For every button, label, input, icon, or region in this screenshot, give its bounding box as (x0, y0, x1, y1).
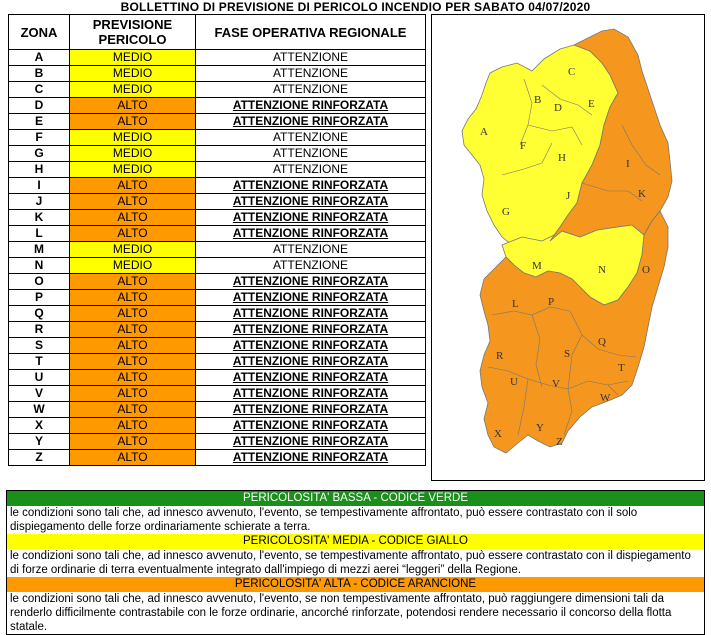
zone-row (9, 354, 426, 370)
header-fase-operativa: FASE OPERATIVA REGIONALE (196, 15, 426, 50)
danger-level: MEDIO (70, 130, 196, 146)
map-label-l: L (512, 298, 519, 310)
operational-phase: ATTENZIONE RINFORZATA (196, 210, 426, 226)
danger-level-legend (6, 490, 705, 635)
zone-row (9, 178, 426, 194)
sardinia-map-svg (432, 15, 704, 480)
danger-level: ALTO (70, 98, 196, 114)
operational-phase: ATTENZIONE (196, 242, 426, 258)
zone-letter: V (9, 386, 70, 402)
map-label-b: B (534, 94, 542, 106)
danger-level: ALTO (70, 210, 196, 226)
operational-phase: ATTENZIONE RINFORZATA (196, 194, 426, 210)
zone-letter: K (9, 210, 70, 226)
operational-phase: ATTENZIONE (196, 258, 426, 274)
zone-letter: A (9, 50, 70, 66)
danger-level: ALTO (70, 274, 196, 290)
zone-row (9, 226, 426, 242)
zone-row (9, 322, 426, 338)
zone-letter: U (9, 370, 70, 386)
operational-phase: ATTENZIONE RINFORZATA (196, 418, 426, 434)
danger-level: MEDIO (70, 146, 196, 162)
operational-phase: ATTENZIONE RINFORZATA (196, 274, 426, 290)
danger-level: ALTO (70, 194, 196, 210)
zone-row (9, 338, 426, 354)
zone-row (9, 50, 426, 66)
operational-phase: ATTENZIONE (196, 50, 426, 66)
legend-header-media: PERICOLOSITA' MEDIA - CODICE GIALLO (7, 534, 704, 549)
danger-level: ALTO (70, 418, 196, 434)
operational-phase: ATTENZIONE (196, 82, 426, 98)
map-label-u: U (510, 376, 518, 388)
zone-row (9, 450, 426, 466)
zone-row (9, 194, 426, 210)
zone-rows (9, 50, 426, 466)
operational-phase: ATTENZIONE RINFORZATA (196, 306, 426, 322)
map-label-h: H (558, 152, 566, 164)
map-label-m: M (532, 260, 542, 272)
operational-phase: ATTENZIONE RINFORZATA (196, 114, 426, 130)
operational-phase: ATTENZIONE RINFORZATA (196, 354, 426, 370)
operational-phase: ATTENZIONE RINFORZATA (196, 370, 426, 386)
zone-letter: E (9, 114, 70, 130)
danger-level: MEDIO (70, 242, 196, 258)
danger-level: ALTO (70, 322, 196, 338)
map-label-i: I (626, 158, 630, 170)
operational-phase: ATTENZIONE RINFORZATA (196, 450, 426, 466)
operational-phase: ATTENZIONE RINFORZATA (196, 338, 426, 354)
map-label-f: F (520, 140, 527, 152)
zone-letter: L (9, 226, 70, 242)
legend-header-bassa: PERICOLOSITA' BASSA - CODICE VERDE (7, 491, 704, 506)
zone-row (9, 418, 426, 434)
map-label-v: V (552, 378, 560, 390)
bulletin-title: BOLLETTINO DI PREVISIONE DI PERICOLO INCENDIO PER SABATO 04/07/2020 (120, 0, 591, 14)
danger-level: ALTO (70, 226, 196, 242)
operational-phase: ATTENZIONE RINFORZATA (196, 178, 426, 194)
zone-row (9, 82, 426, 98)
map-label-k: K (638, 188, 646, 200)
operational-phase: ATTENZIONE RINFORZATA (196, 322, 426, 338)
zone-letter: O (9, 274, 70, 290)
operational-phase: ATTENZIONE RINFORZATA (196, 290, 426, 306)
zone-row (9, 290, 426, 306)
legend-text-media: le condizioni sono tali che, ad innesco avvenuto, l'evento, se tempestivamente affrontato, può essere contrastato con il dispiegamento di forze ordinarie di terra eventualmente integrato dall'impiego di mezzi aerei “leggeri” della Regione. (7, 549, 704, 577)
danger-level: MEDIO (70, 82, 196, 98)
header-previsione-pericolo: PREVISIONE PERICOLO (70, 15, 196, 50)
legend-text-bassa: le condizioni sono tali che, ad innesco avvenuto, l'evento, se tempestivamente affrontato, può essere contrastato con il solo dispiegamento delle forze ordinariamente schierate a terra. (7, 506, 704, 534)
operational-phase: ATTENZIONE RINFORZATA (196, 386, 426, 402)
danger-level: ALTO (70, 338, 196, 354)
map-label-z: Z (556, 436, 563, 448)
zone-row (9, 274, 426, 290)
danger-level: ALTO (70, 290, 196, 306)
zone-row (9, 402, 426, 418)
danger-level: MEDIO (70, 66, 196, 82)
danger-level: ALTO (70, 402, 196, 418)
danger-level: ALTO (70, 354, 196, 370)
zone-letter: G (9, 146, 70, 162)
zone-letter: W (9, 402, 70, 418)
danger-level: ALTO (70, 114, 196, 130)
danger-level: ALTO (70, 370, 196, 386)
zone-letter: C (9, 82, 70, 98)
map-label-y: Y (536, 422, 544, 434)
legend-text-alta: le condizioni sono tali che, ad innesco avvenuto, l'evento, se non tempestivamente affrontato, può raggiungere dimensioni tali da renderlo difficilmente contrastabile con le forze ordinarie, ancorché rinforzate, potendosi rendere necessario il concorso della flotta statale. (7, 592, 704, 634)
zone-forecast-table (8, 14, 426, 466)
zone-row (9, 130, 426, 146)
map-label-n: N (598, 264, 606, 276)
operational-phase: ATTENZIONE RINFORZATA (196, 402, 426, 418)
map-label-d: D (554, 102, 562, 114)
zone-row (9, 434, 426, 450)
zone-letter: I (9, 178, 70, 194)
zone-letter: Q (9, 306, 70, 322)
operational-phase: ATTENZIONE (196, 130, 426, 146)
map-label-p: P (548, 296, 555, 308)
danger-level: ALTO (70, 306, 196, 322)
legend-header-alta: PERICOLOSITA' ALTA - CODICE ARANCIONE (7, 577, 704, 592)
zone-letter: H (9, 162, 70, 178)
map-label-c: C (568, 66, 576, 78)
zone-letter: R (9, 322, 70, 338)
zone-row (9, 66, 426, 82)
map-label-e: E (588, 98, 595, 110)
map-label-j: J (566, 190, 571, 202)
operational-phase: ATTENZIONE (196, 146, 426, 162)
map-label-g: G (502, 206, 510, 218)
zone-row (9, 242, 426, 258)
operational-phase: ATTENZIONE (196, 66, 426, 82)
zone-row (9, 258, 426, 274)
map-label-o: O (642, 264, 650, 276)
sardinia-map (431, 14, 705, 481)
danger-level: MEDIO (70, 258, 196, 274)
zone-letter: P (9, 290, 70, 306)
zone-row (9, 306, 426, 322)
zone-row (9, 210, 426, 226)
map-label-x: X (494, 428, 502, 440)
zone-letter: Z (9, 450, 70, 466)
operational-phase: ATTENZIONE RINFORZATA (196, 434, 426, 450)
zone-letter: X (9, 418, 70, 434)
danger-level: ALTO (70, 386, 196, 402)
zone-letter: N (9, 258, 70, 274)
zone-row (9, 386, 426, 402)
map-label-r: R (496, 350, 504, 362)
map-label-s: S (564, 348, 571, 360)
zone-letter: F (9, 130, 70, 146)
danger-level: ALTO (70, 178, 196, 194)
zone-letter: D (9, 98, 70, 114)
map-label-q: Q (598, 336, 606, 348)
danger-level: MEDIO (70, 50, 196, 66)
zone-row (9, 370, 426, 386)
zone-letter: B (9, 66, 70, 82)
operational-phase: ATTENZIONE RINFORZATA (196, 226, 426, 242)
header-zona: ZONA (9, 15, 70, 50)
zone-row (9, 162, 426, 178)
map-label-a: A (480, 126, 488, 138)
map-label-t: T (618, 362, 625, 374)
zone-letter: J (9, 194, 70, 210)
zone-letter: Y (9, 434, 70, 450)
zone-letter: S (9, 338, 70, 354)
zone-letter: T (9, 354, 70, 370)
danger-level: ALTO (70, 434, 196, 450)
operational-phase: ATTENZIONE (196, 162, 426, 178)
map-label-w: W (600, 392, 611, 404)
danger-level: ALTO (70, 450, 196, 466)
zone-row (9, 98, 426, 114)
zone-row (9, 114, 426, 130)
zone-row (9, 146, 426, 162)
zone-letter: M (9, 242, 70, 258)
danger-level: MEDIO (70, 162, 196, 178)
operational-phase: ATTENZIONE RINFORZATA (196, 98, 426, 114)
